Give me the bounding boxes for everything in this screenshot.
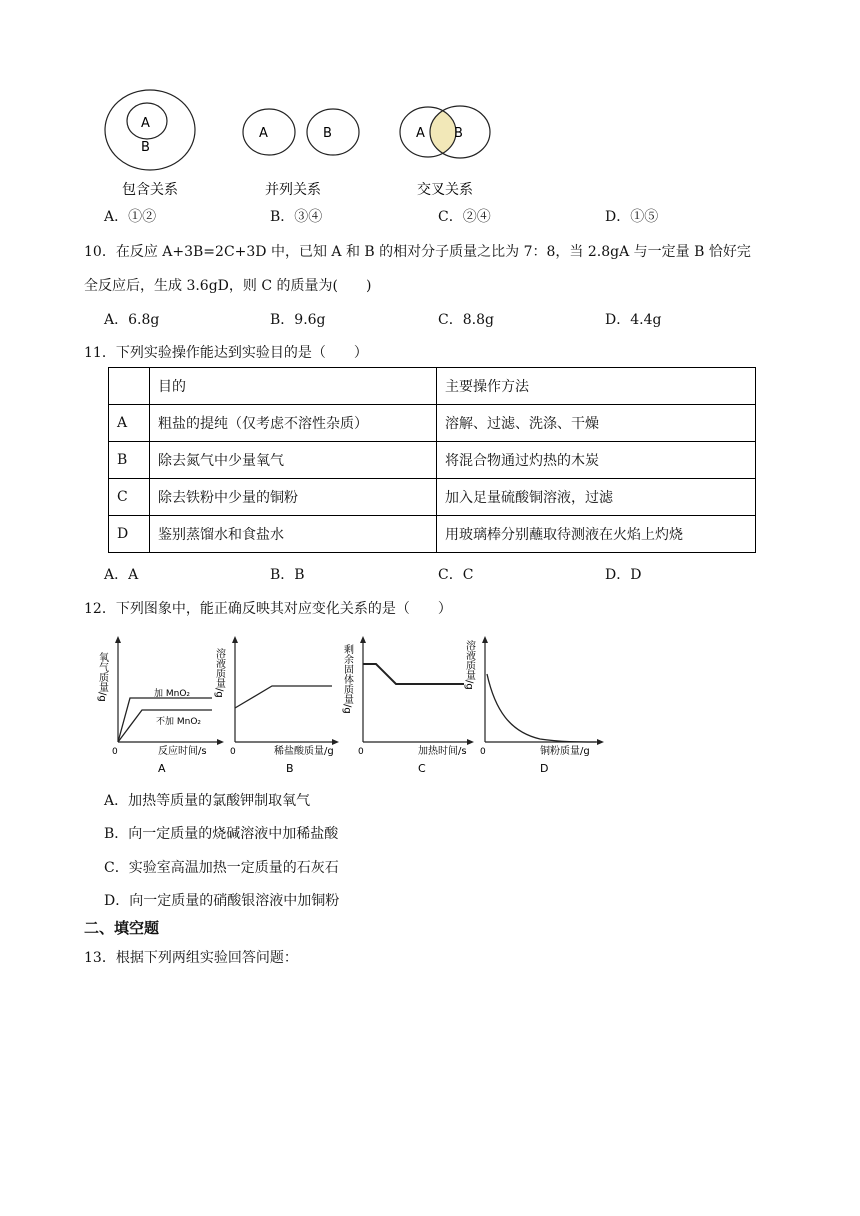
venn-cross-left-label: A [416, 126, 425, 141]
venn-caption-parallel: 并列关系 [265, 182, 321, 198]
graph-c-ylabel: 剩余固体质量/g [341, 644, 353, 714]
graph-c-origin: 0 [358, 747, 364, 757]
q9-option-c[interactable]: C．②④ [438, 209, 491, 225]
graph-c-label: C [418, 762, 426, 775]
q12-option-a[interactable]: A．加热等质量的氯酸钾制取氧气 [104, 793, 311, 809]
venn-caption-inclusion: 包含关系 [122, 182, 178, 198]
q11-option-c[interactable]: C．C [438, 567, 474, 583]
q10-stem-line1: 10．在反应 A+3B=2C+3D 中，已知 A 和 B 的相对分子质量之比为 7：8，当 2.8gA 与一定量 B 恰好完 [84, 244, 751, 260]
venn-cross-right-label: B [454, 126, 463, 141]
q11-table [108, 367, 756, 553]
graph-a-ylabel: 氧气质量/g [96, 652, 108, 702]
graph-d [464, 636, 605, 775]
graph-d-curve [487, 674, 596, 742]
graph-b-curve [235, 686, 332, 708]
graph-b-origin: 0 [230, 747, 236, 757]
q11-option-b[interactable]: B．B [270, 567, 305, 583]
venn-parallel-right-circle [307, 109, 359, 155]
table-cell: D [109, 516, 150, 553]
q12-option-b[interactable]: B．向一定质量的烧碱溶液中加稀盐酸 [104, 826, 339, 842]
q10-option-d[interactable]: D．4.4g [605, 312, 662, 328]
table-cell: A [109, 405, 150, 442]
table-row [109, 442, 756, 479]
venn-parallel-left-circle [243, 109, 295, 155]
q9-option-a[interactable]: A．①② [104, 209, 157, 225]
table-cell: 除去氮气中少量氧气 [150, 442, 437, 479]
graph-b [214, 636, 340, 775]
table-header-cell: 目的 [150, 368, 437, 405]
table-cell: B [109, 442, 150, 479]
venn-parallel-right-label: B [323, 126, 332, 141]
table-cell: 加入足量硫酸铜溶液，过滤 [437, 479, 756, 516]
q11-option-a[interactable]: A．A [104, 567, 139, 583]
table-cell: 用玻璃棒分别蘸取待测液在火焰上灼烧 [437, 516, 756, 553]
table-row [109, 479, 756, 516]
q13-stem: 13．根据下列两组实验回答问题： [84, 950, 298, 966]
venn-inclusion-outer-label: B [141, 140, 150, 155]
table-cell: C [109, 479, 150, 516]
table-cell: 粗盐的提纯（仅考虑不溶性杂质） [150, 405, 437, 442]
graph-b-label: B [286, 762, 294, 775]
q9-option-b[interactable]: B．③④ [270, 209, 323, 225]
q11-option-d[interactable]: D．D [605, 567, 642, 583]
graph-d-ylabel: 溶液质量/g [463, 640, 475, 690]
q9-option-d[interactable]: D．①⑤ [605, 209, 659, 225]
venn-caption-cross: 交叉关系 [417, 182, 473, 198]
graph-a-xlabel: 反应时间/s [158, 746, 207, 757]
q11-stem: 11．下列实验操作能达到实验目的是（ ） [84, 345, 368, 361]
venn-inclusion-inner-label: A [141, 116, 150, 131]
q10-option-a[interactable]: A．6.8g [104, 312, 160, 328]
graph-a-origin: 0 [112, 747, 118, 757]
graph-c-curve [363, 664, 464, 684]
table-cell: 除去铁粉中少量的铜粉 [150, 479, 437, 516]
table-cell: 鉴别蒸馏水和食盐水 [150, 516, 437, 553]
q12-option-c[interactable]: C．实验室高温加热一定质量的石灰石 [104, 860, 339, 876]
q12-stem: 12．下列图象中，能正确反映其对应变化关系的是（ ） [84, 601, 452, 617]
table-header-cell [109, 368, 150, 405]
table-header-row [109, 368, 756, 405]
graph-a-label: A [158, 762, 166, 775]
q10-stem-line2: 全反应后，生成 3.6gD，则 C 的质量为( ) [84, 278, 372, 294]
graph-a-curve1-label: 加 MnO₂ [154, 689, 191, 699]
table-row [109, 516, 756, 553]
q10-option-b[interactable]: B．9.6g [270, 312, 326, 328]
graph-a-curve2-label: 不加 MnO₂ [156, 717, 202, 727]
graph-c-xlabel: 加热时间/s [418, 746, 467, 757]
table-row [109, 405, 756, 442]
q12-graphs [96, 630, 620, 776]
graph-a [97, 636, 225, 775]
graph-c [342, 636, 475, 775]
venn-outer-circle [105, 90, 195, 170]
graph-b-ylabel: 溶液质量/g [213, 648, 225, 698]
graph-d-label: D [540, 762, 549, 775]
table-cell: 将混合物通过灼热的木炭 [437, 442, 756, 479]
graph-d-xlabel: 铜粉质量/g [540, 746, 590, 757]
venn-parallel-left-label: A [259, 126, 268, 141]
q10-option-c[interactable]: C．8.8g [438, 312, 494, 328]
venn-diagrams [95, 88, 515, 206]
table-header-cell: 主要操作方法 [437, 368, 756, 405]
graph-d-origin: 0 [480, 747, 486, 757]
graph-b-xlabel: 稀盐酸质量/g [274, 746, 334, 757]
q12-option-d[interactable]: D．向一定质量的硝酸银溶液中加铜粉 [104, 893, 340, 909]
section-heading: 二、填空题 [84, 919, 160, 937]
table-cell: 溶解、过滤、洗涤、干燥 [437, 405, 756, 442]
